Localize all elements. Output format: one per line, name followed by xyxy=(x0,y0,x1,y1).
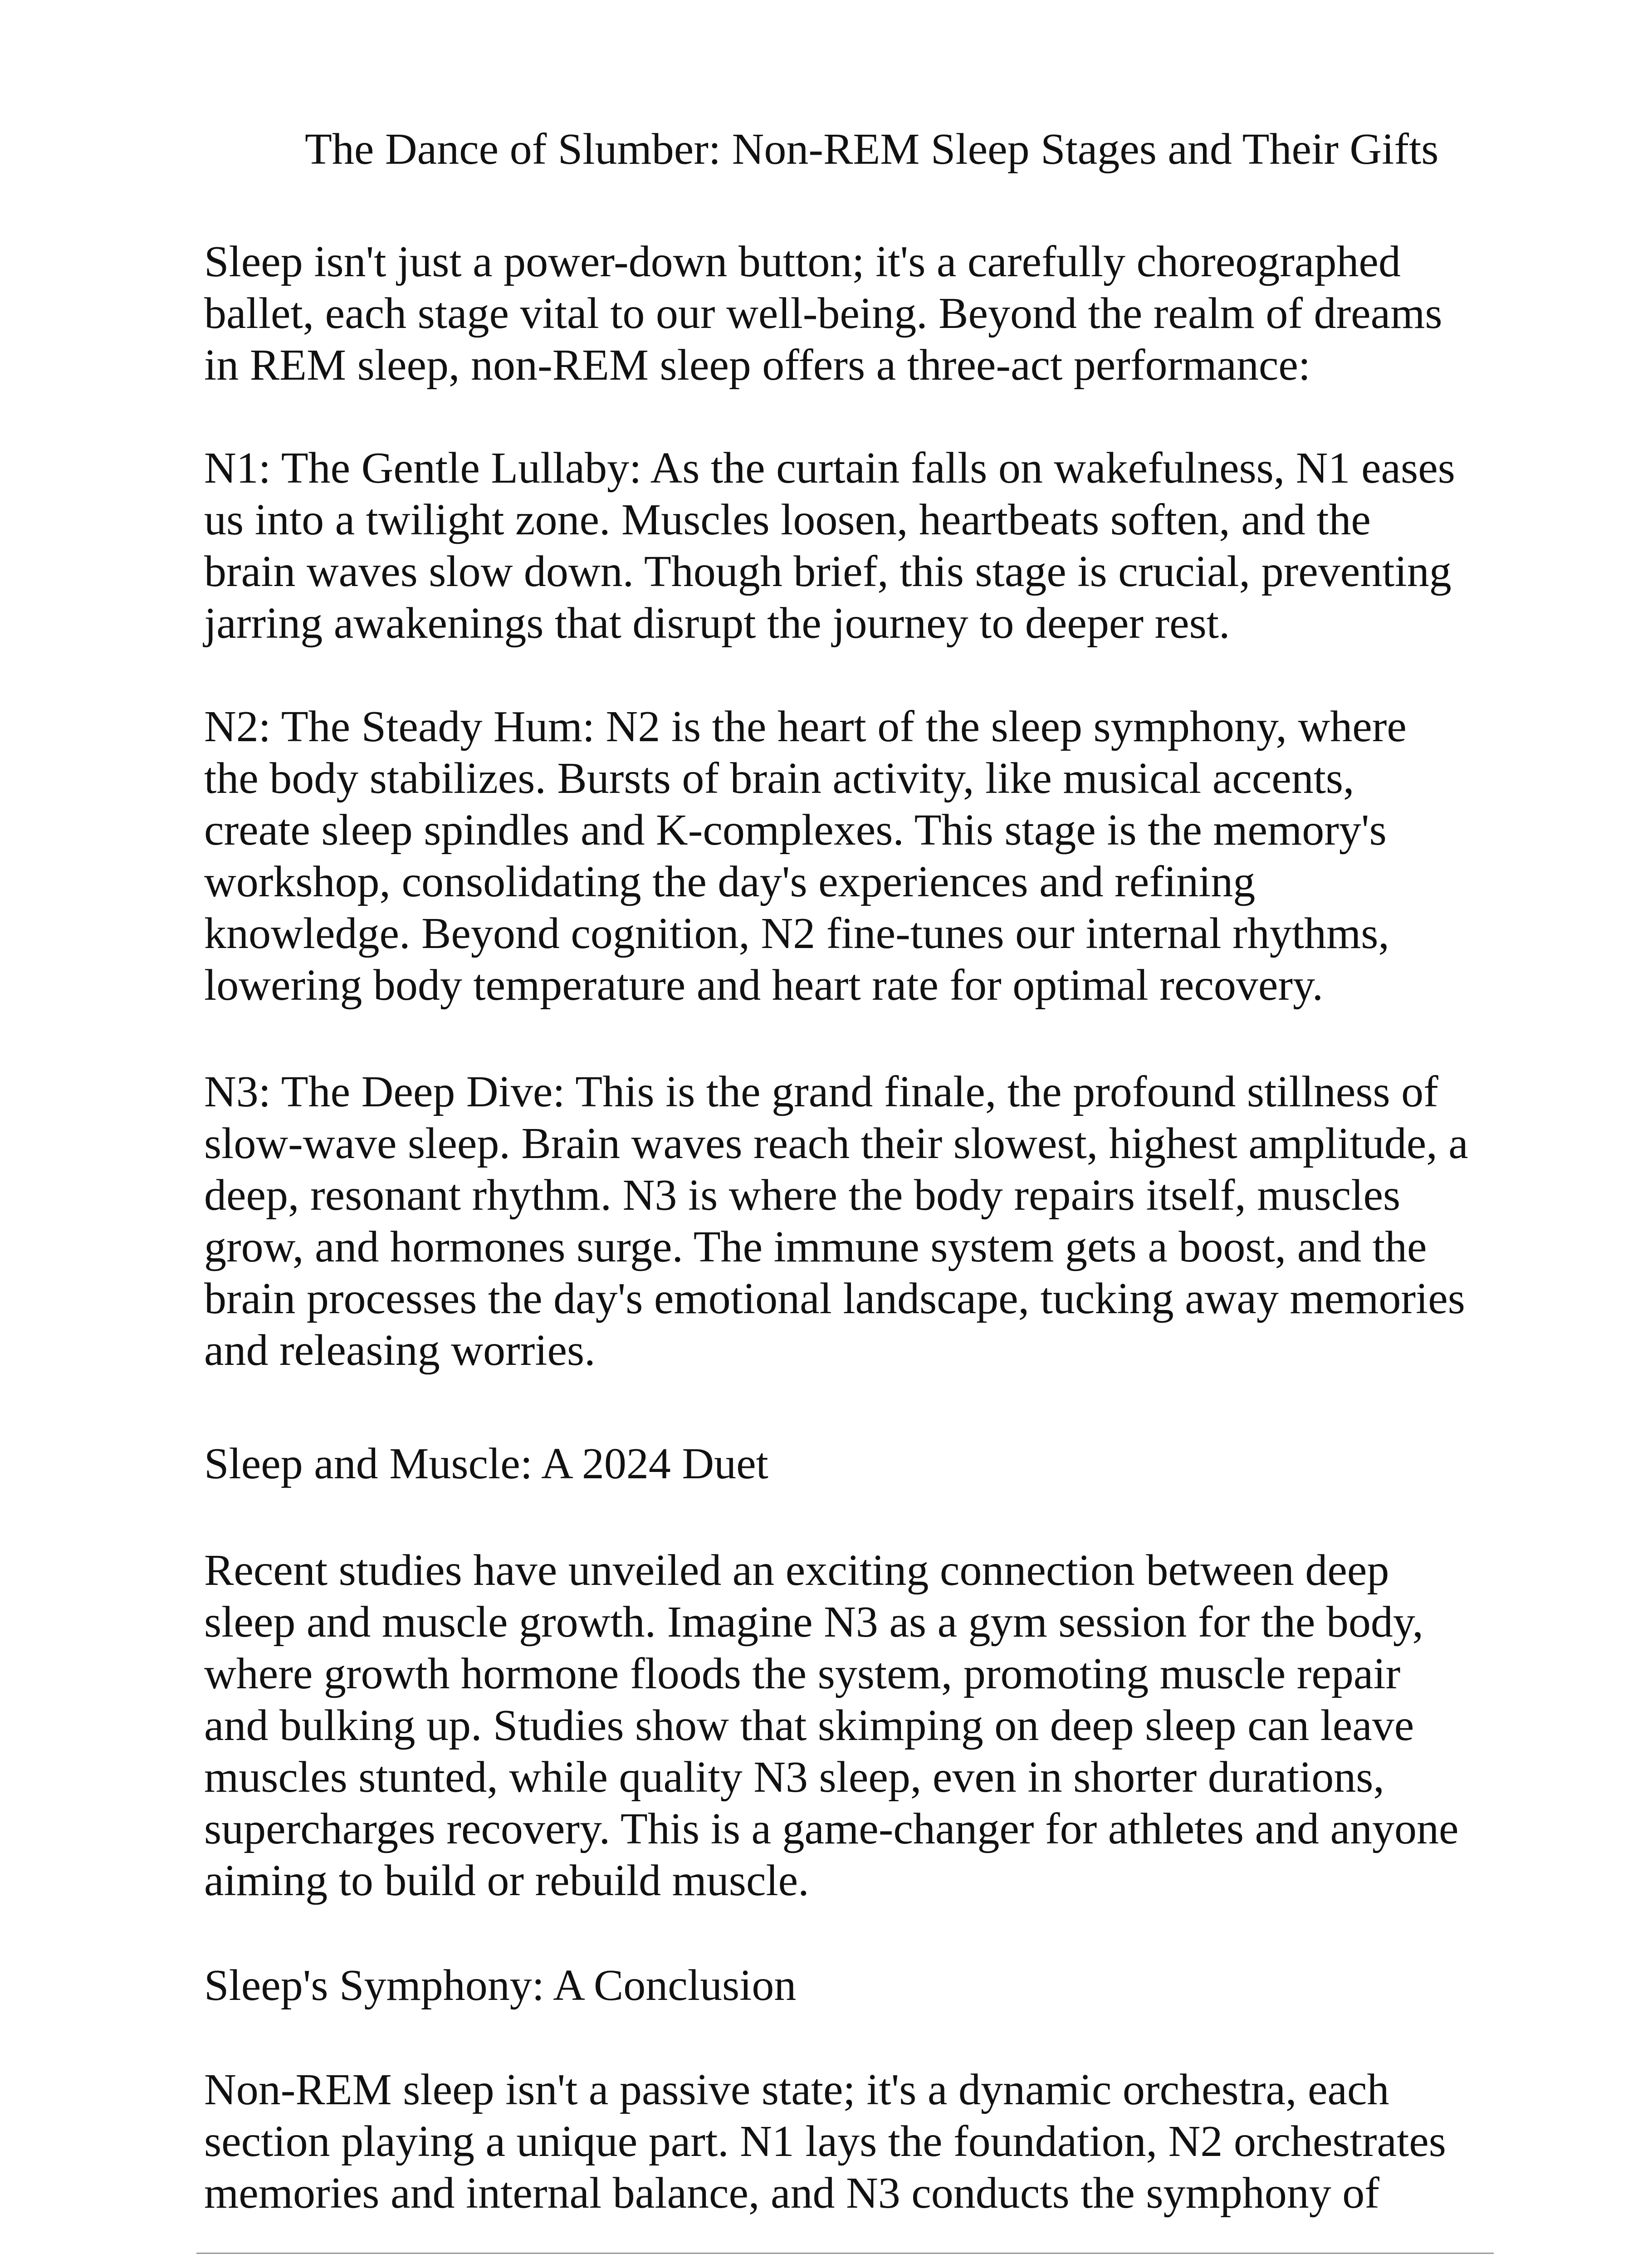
n1-paragraph: N1: The Gentle Lullaby: As the curtain falls on wakefulness, N1 eases us into a twilight zone. Muscles loosen, heartbeats soften, and the brain waves slow down. Though brief, this stage is crucial, preventing jarring awakenings that disrupt the journey to deeper rest. xyxy=(204,444,1455,648)
document-title: The Dance of Slumber: Non-REM Sleep Stages and Their Gifts xyxy=(305,125,1439,174)
footer-divider xyxy=(196,2253,1494,2254)
muscle-paragraph: Recent studies have unveiled an exciting connection between deep sleep and muscle growth. Imagine N3 as a gym session for the body, where growth hormone floods the system, promoting muscle repair and bulking up. Studies show that skimping on deep sleep can leave muscles stunted, while quality N3 sleep, even in shorter durations, supercharges recovery. This is a game-changer for athletes and anyone aiming to build or rebuild muscle. xyxy=(204,1546,1459,1905)
n2-paragraph: N2: The Steady Hum: N2 is the heart of the sleep symphony, where the body stabilizes. Bursts of brain activity, like musical accents, create sleep spindles and K-complexes. This stage is the memory's workshop, consolidating the day's experiences and refining knowledge. Beyond cognition, N2 fine-tunes our internal rhythms, lowering body temperature and heart rate for optimal recovery. xyxy=(204,702,1407,1010)
n3-paragraph: N3: The Deep Dive: This is the grand finale, the profound stillness of slow-wave sleep. Brain waves reach their slowest, highest amplitude, a deep, resonant rhythm. N3 is where the body repairs itself, muscles grow, and hormones surge. The immune system gets a boost, and the brain processes the day's emotional landscape, tucking away memories and releasing worries. xyxy=(204,1067,1468,1375)
conclusion-paragraph: Non-REM sleep isn't a passive state; it's a dynamic orchestra, each section playing a unique part. N1 lays the foundation, N2 orchestrates memories and internal balance, and N3 conducts the symphony of xyxy=(204,2065,1446,2218)
muscle-section-heading: Sleep and Muscle: A 2024 Duet xyxy=(204,1439,768,1488)
conclusion-section-heading: Sleep's Symphony: A Conclusion xyxy=(204,1961,797,2010)
intro-paragraph: Sleep isn't just a power-down button; it's a carefully choreographed ballet, each stage vital to our well-being. Beyond the realm of dreams in REM sleep, non-REM sleep offers a three-act performance: xyxy=(204,237,1442,390)
